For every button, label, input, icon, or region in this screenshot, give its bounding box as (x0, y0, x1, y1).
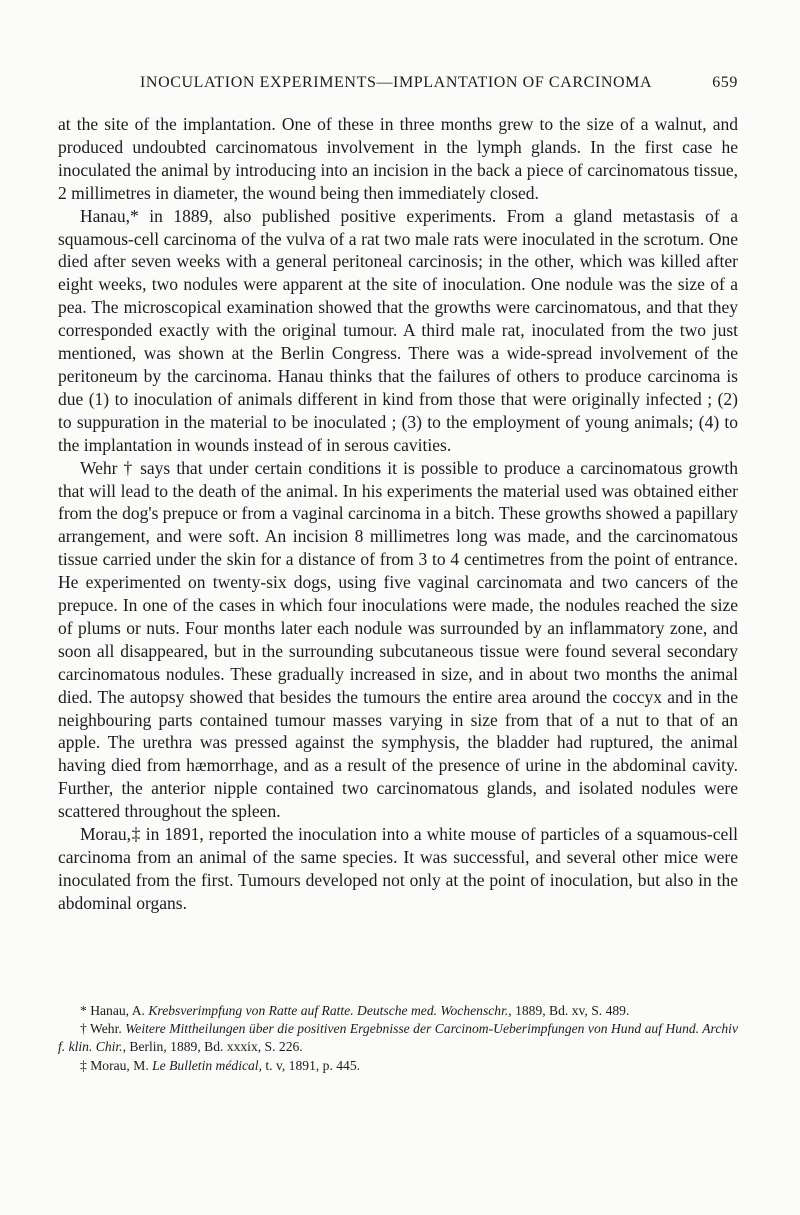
page-number: 659 (712, 74, 738, 91)
footnote-title: Weitere Mittheilungen über die positiven Ergebnisse der Carcinom-Ueberimpfungen von Hund auf Hund. Archiv f. klin. Chir. (58, 1021, 738, 1055)
paragraph: Morau,‡ in 1891, reported the inoculation into a white mouse of particles of a squamous-cell carcinoma from an animal of the same species. It was successful, and several other mice were inoculated from the first. Tumours developed not only at the point of inoculation, but also in the abdominal organs. (58, 824, 738, 913)
running-title: INOCULATION EXPERIMENTS—IMPLANTATION OF CARCINOMA (140, 74, 653, 91)
footnote-author: * Hanau, A. (80, 1003, 149, 1018)
paragraph: at the site of the implantation. One of these in three months grew to the size of a walnut, and produced undoubted carcinomatous involvement in the lymph glands. In the first case he inoculated the animal by introducing into an incision in the back a piece of carcinomatous tissue, 2 millimetres in diameter, the wound being then immediately closed. (58, 114, 738, 203)
footnote (58, 1057, 738, 1075)
footnote-title: Krebsverimpfung von Ratte auf Ratte. Deutsche med. Wochenschr. (148, 1003, 509, 1018)
footnote-title: Le Bulletin médical (152, 1057, 259, 1073)
paragraph: Hanau,* in 1889, also published positive experiments. From a gland metastasis of a squamous-cell carcinoma of the vulva of a rat two male rats were inoculated in the scrotum. One died after seven weeks with a general peritoneal carcinosis; in the other, which was killed after eight weeks, two nodules were apparent at the site of inoculation. One nodule was the size of a pea. The microscopical examination showed that the growths were carcinomatous, and that they corresponded exactly with the original tumour. A third male rat, inoculated from the two just mentioned, was shown at the Berlin Congress. There was a wide-spread involvement of the peritoneum by the carcinoma. Hanau thinks that the failures of others to produce carcinoma is due (1) to inoculation of animals different in kind from those that were originally infected ; (2) to suppuration in the material to be inoculated ; (3) to the employment of young animals; (4) to the implantation in wounds instead of in serous cavities. (58, 205, 738, 455)
footnote-source: , t. v, 1891, p. 445. (258, 1057, 361, 1073)
footnote-source: , 1889, Bd. xv, S. 489. (508, 1003, 630, 1018)
footnote-author: † Wehr. (80, 1021, 126, 1037)
paragraph: Wehr † says that under certain conditions it is possible to produce a carcinomatous growth that will lead to the death of the animal. In his experiments the material used was obtained either from the dog's prepuce or from a vaginal carcinoma in a bitch. These growths showed a papillary arrangement, and were soft. An incision 8 millimetres long was made, and the carcinomatous tissue carried under the skin for a distance of from 3 to 4 centimetres from the point of entrance. He experimented on twenty-six dogs, using five vaginal carcinomata and two cancers of the prepuce. In one of the cases in which four inoculations were made, the nodules reached the size of plums or nuts. Four months later each nodule was surrounded by an inflammatory zone, and soon all disappeared, but in the surrounding subcutaneous tissue were found several secondary carcinomatous nodules. These gradually increased in size, and in about two months the animal died. The autopsy showed that besides the tumours the entire area around the coccyx and in the neighbouring parts contained tumour masses varying in size from that of a nut to that of an apple. The urethra was pressed against the symphysis, the bladder had ruptured, the animal having died from hæmorrhage, and as a result of the presence of urine in the abdominal cavity. Further, the anterior nipple contained two carcinomatous glands, and isolated nodules were scattered throughout the spleen. (58, 457, 738, 822)
body-text (58, 113, 738, 915)
footnote-source: , Berlin, 1889, Bd. xxxix, S. 226. (122, 1039, 303, 1055)
footnote (58, 1020, 738, 1056)
footnotes (58, 1002, 738, 1075)
footnote-author: ‡ Morau, M. (80, 1057, 153, 1073)
footnote (58, 1002, 738, 1020)
